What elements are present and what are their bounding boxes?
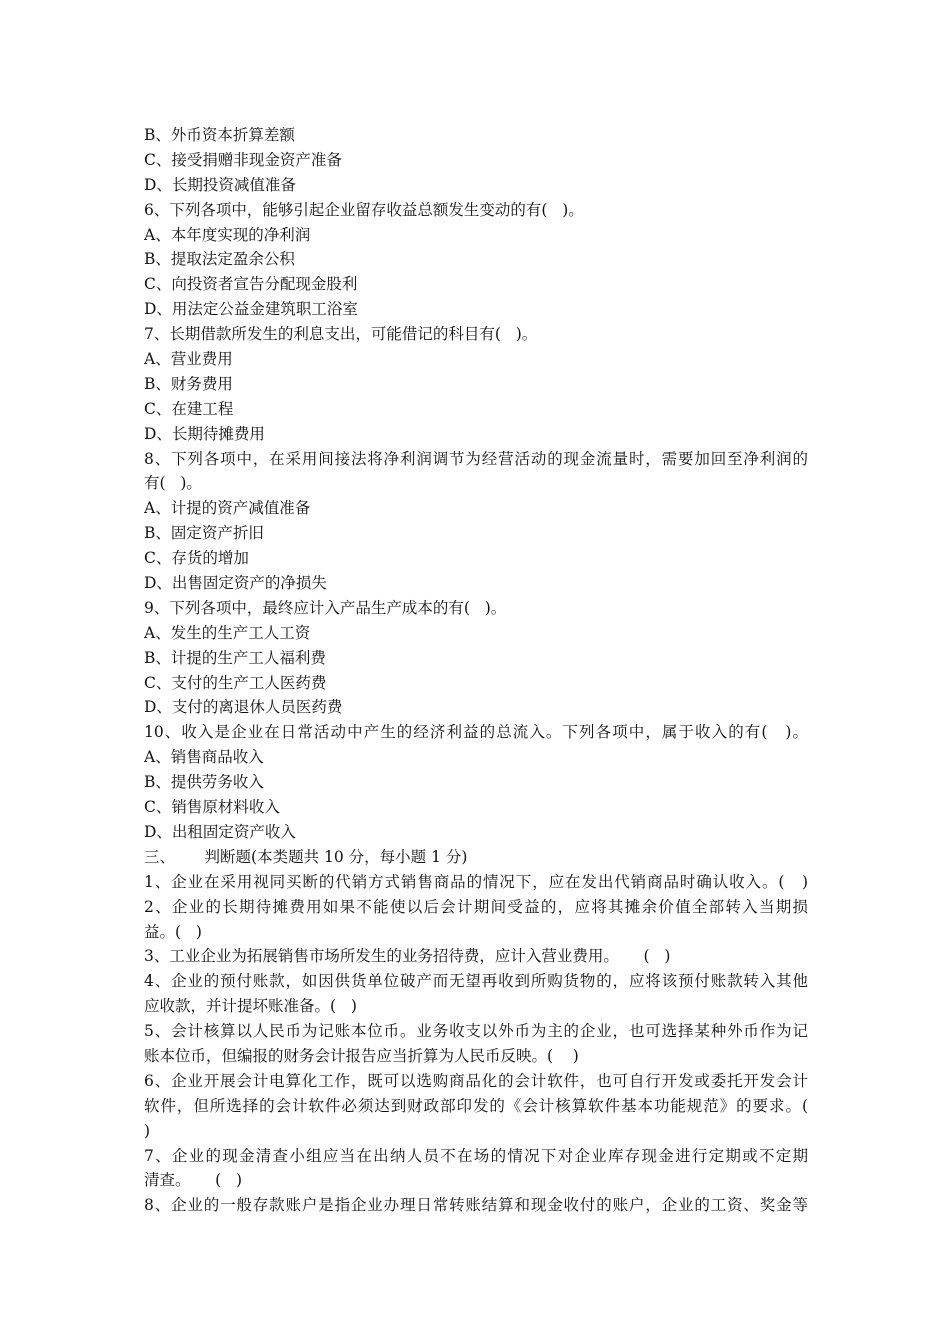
text-line: C、销售原材料收入: [144, 798, 280, 817]
text-line: 10、收入是企业在日常活动中产生的经济利益的总流入。下列各项中，属于收入的有( )。: [144, 723, 808, 742]
text-line: C、存货的增加: [144, 549, 249, 568]
text-line: 5、会计核算以人民币为记账本位币。业务收支以外币为主的企业，也可选择某种外币作为记: [144, 1022, 808, 1041]
text-line: B、财务费用: [144, 374, 233, 393]
text-line: C、在建工程: [144, 399, 234, 418]
text-line: B、提供劳务收入: [144, 773, 264, 792]
text-line: 6、下列各项中，能够引起企业留存收益总额发生变动的有( )。: [144, 200, 584, 219]
text-line: B、固定资产折旧: [144, 524, 264, 543]
text-line: 8、下列各项中，在采用间接法将净利润调节为经营活动的现金流量时，需要加回至净利润的: [144, 449, 808, 468]
text-line: A、营业费用: [144, 350, 233, 369]
text-line: ): [144, 1121, 151, 1140]
text-line: B、提取法定盈余公积: [144, 250, 295, 269]
text-line: B、计提的生产工人福利费: [144, 648, 326, 667]
text-line: 6、企业开展会计电算化工作，既可以选购商品化的会计软件，也可自行开发或委托开发会计: [144, 1071, 808, 1090]
text-line: 三、 判断题(本类题共 10 分，每小题 1 分): [144, 847, 468, 866]
text-line: A、本年度实现的净利润: [144, 225, 311, 244]
text-line: 2、企业的长期待摊费用如果不能使以后会计期间受益的，应将其摊余价值全部转入当期损: [144, 897, 808, 916]
text-line: 7、长期借款所发生的利息支出，可能借记的科目有( )。: [144, 325, 538, 344]
text-line: 7、企业的现金清查小组应当在出纳人员不在场的情况下对企业库存现金进行定期或不定期: [144, 1146, 808, 1165]
text-line: 益。( ): [144, 922, 202, 941]
text-line: D、支付的离退休人员医药费: [144, 698, 343, 717]
text-line: 3、工业企业为拓展销售市场所发生的业务招待费，应计入营业费用。 ( ): [144, 947, 671, 966]
text-line: 软件，但所选择的会计软件必须达到财政部印发的《会计核算软件基本功能规范》的要求。(: [144, 1096, 808, 1115]
text-line: 账本位币，但编报的财务会计报告应当折算为人民币反映。( ): [144, 1046, 579, 1065]
text-line: 清查。 ( ): [144, 1171, 243, 1190]
text-line: 应收款，并计提坏账准备。( ): [144, 997, 357, 1016]
document-body: [144, 123, 808, 1218]
text-line: A、销售商品收入: [144, 748, 264, 767]
text-line: C、支付的生产工人医药费: [144, 673, 327, 692]
text-line: 4、企业的预付账款，如因供货单位破产而无望再收到所购货物的，应将该预付账款转入其他: [144, 972, 808, 991]
text-line: A、发生的生产工人工资: [144, 623, 311, 642]
text-line: 有( )。: [144, 474, 202, 493]
text-line: C、接受捐赠非现金资产准备: [144, 150, 342, 169]
text-line: 1、企业在采用视同买断的代销方式销售商品的情况下，应在发出代销商品时确认收入。( ): [144, 872, 808, 891]
text-line: D、长期待摊费用: [144, 424, 265, 443]
text-line: 9、下列各项中，最终应计入产品生产成本的有( )。: [144, 598, 507, 617]
text-line: D、长期投资减值准备: [144, 175, 296, 194]
text-line: D、出售固定资产的净损失: [144, 574, 327, 593]
text-line: A、计提的资产减值准备: [144, 499, 311, 518]
text-line: 8、企业的一般存款账户是指企业办理日常转账结算和现金收付的账户，企业的工资、奖金等: [144, 1196, 808, 1215]
text-line: D、用法定公益金建筑职工浴室: [144, 300, 358, 319]
text-line: C、向投资者宣告分配现金股利: [144, 275, 358, 294]
text-line: D、出租固定资产收入: [144, 822, 296, 841]
text-line: B、外币资本折算差额: [144, 126, 295, 144]
